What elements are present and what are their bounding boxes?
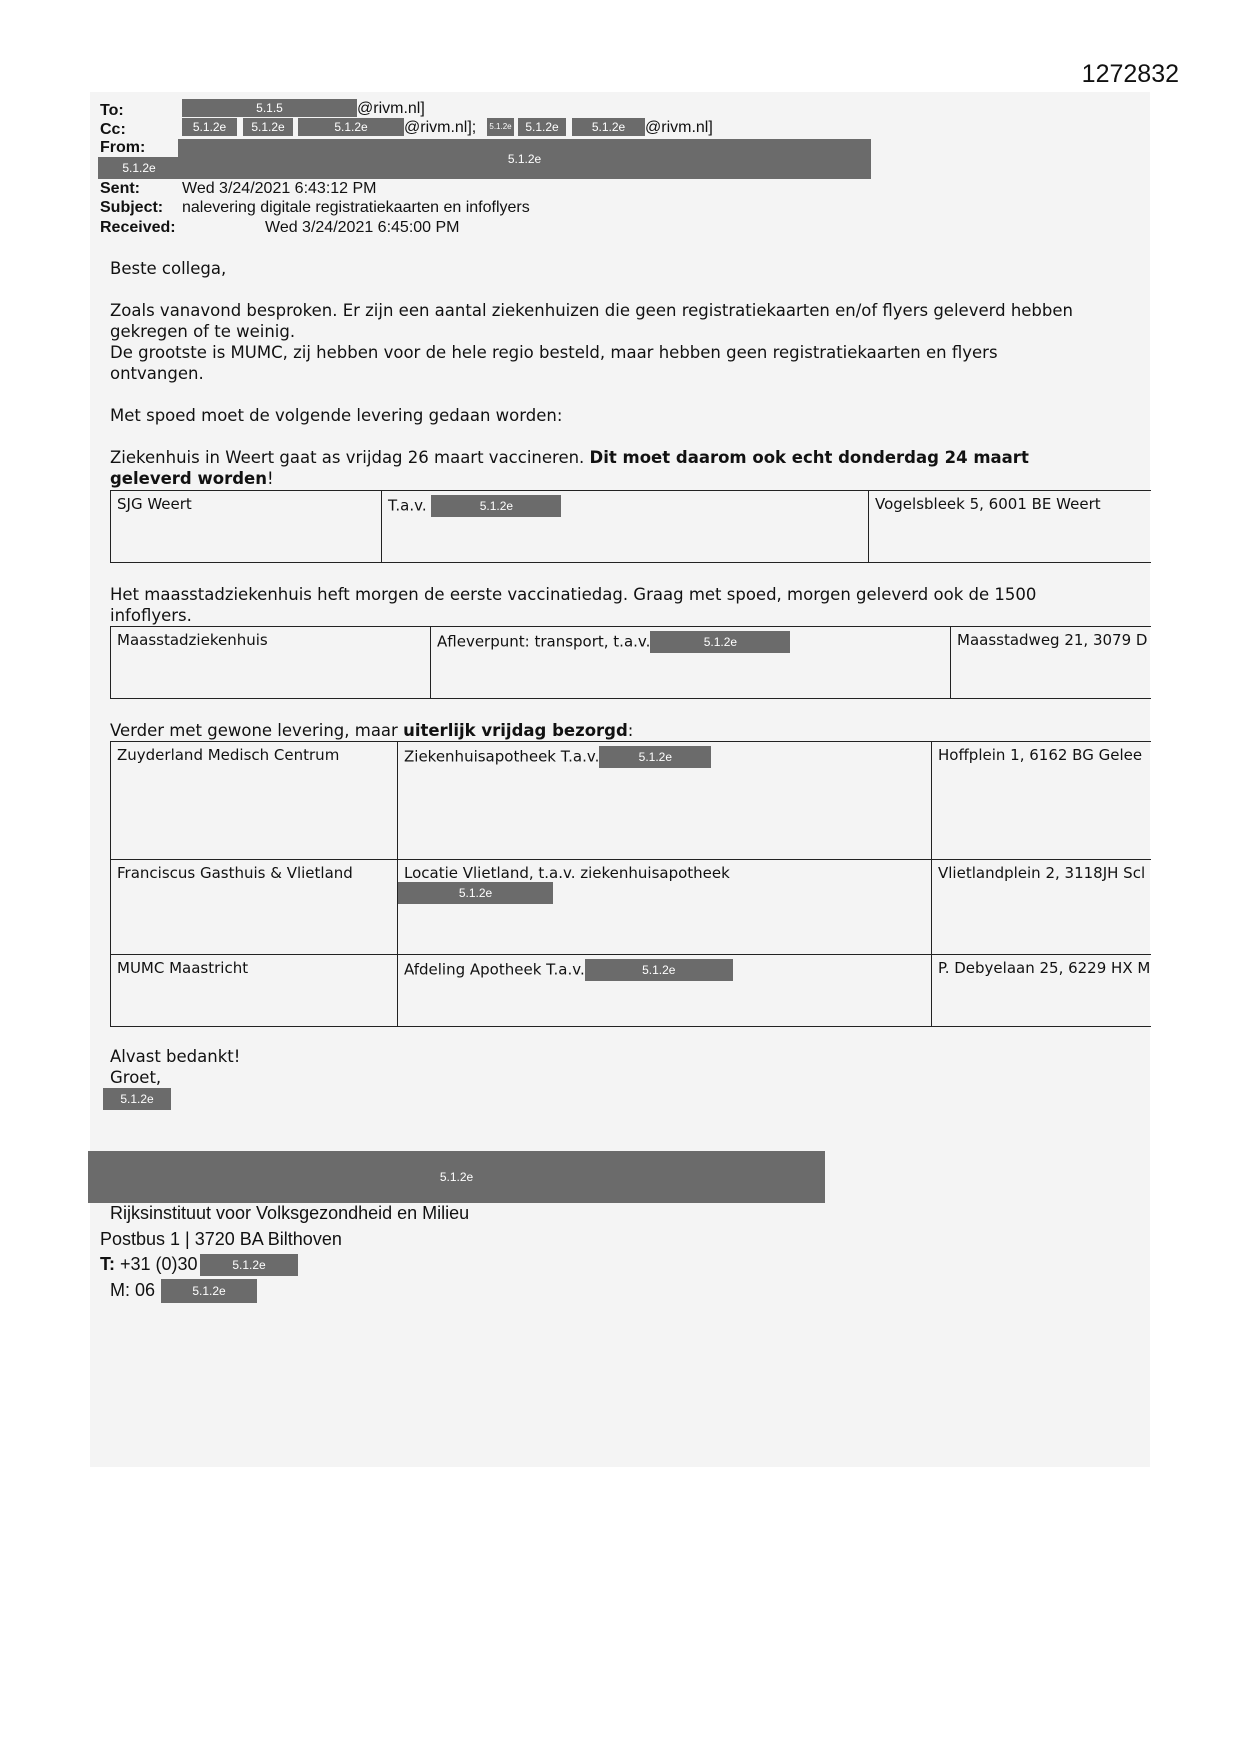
table-cell: Zuyderland Medisch Centrum (111, 742, 398, 860)
signature-mobile: M: 06 (110, 1280, 156, 1300)
paragraph-1: Zoals vanavond besproken. Er zijn een aantal ziekenhuizen die geen registratiekaarten en/of flyers geleverd hebben gekregen of te weinig. (110, 301, 1073, 341)
redaction-box: 5.1.2e (243, 118, 293, 136)
paragraph-2: De grootste is MUMC, zij hebben voor de hele regio besteld, maar hebben geen registratiekaarten en flyers ontvangen. (110, 343, 998, 383)
table-cell: Vlietlandplein 2, 3118JH Scl (932, 860, 1151, 955)
table-cell: Hoffplein 1, 6162 BG Gelee (932, 742, 1151, 860)
table-cell: Ziekenhuisapotheek T.a.v. 5.1.2e (398, 742, 932, 860)
table-cell: P. Debyelaan 25, 6229 HX M (932, 955, 1151, 1027)
signature-phone: T: +31 (0)30 (100, 1254, 198, 1274)
greeting: Beste collega, (110, 259, 227, 278)
table-cell: Locatie Vlietland, t.a.v. ziekenhuisapotheek 5.1.2e (398, 860, 932, 955)
cc-domain-1: @rivm.nl]; (404, 119, 477, 136)
to-domain: @rivm.nl] (357, 100, 425, 117)
redaction-box: 5.1.2e (518, 118, 566, 136)
table-cell: SJG Weert (111, 491, 382, 563)
redaction-box: 5.1.2e (103, 1088, 171, 1110)
table-row (111, 955, 1151, 1027)
delivery-table-regular (110, 741, 1151, 1027)
delivery-table-maasstad (110, 626, 1151, 699)
table-row (111, 742, 1151, 860)
subject-value: nalevering digitale registratiekaarten en infoflyers (182, 199, 530, 216)
cc-domain-2: @rivm.nl] (645, 119, 713, 136)
received-label: Received: (100, 219, 176, 236)
paragraph-4: Ziekenhuis in Weert gaat as vrijdag 26 maart vaccineren. Dit moet daarom ook echt donderdag 24 maart geleverd worden! (110, 448, 1029, 488)
redaction-box: 5.1.2e (178, 139, 871, 179)
paragraph-3: Met spoed moet de volgende levering gedaan worden: (110, 406, 563, 425)
signature-organization: Rijksinstituut voor Volksgezondheid en Milieu (110, 1203, 470, 1223)
received-value: Wed 3/24/2021 6:45:00 PM (265, 219, 460, 236)
document-number: 1272832 (1081, 60, 1179, 88)
redaction-box: 5.1.2e (585, 959, 733, 981)
redaction-box: 5.1.2e (650, 631, 790, 653)
redaction-box: 5.1.2e (88, 1151, 825, 1203)
cc-label: Cc: (100, 121, 126, 138)
table-cell: Afleverpunt: transport, t.a.v. 5.1.2e (431, 627, 951, 699)
redaction-box: 5.1.2e (298, 118, 404, 136)
closing: Alvast bedankt! (110, 1047, 241, 1066)
table-cell: MUMC Maastricht (111, 955, 398, 1027)
table-row (111, 860, 1151, 955)
redaction-box: 5.1.2e (572, 118, 645, 136)
greeting-sign-off: Groet, (110, 1068, 162, 1087)
redaction-box: 5.1.2e (599, 746, 711, 768)
signature-address: Postbus 1 | 3720 BA Bilthoven (100, 1229, 342, 1249)
to-label: To: (100, 102, 124, 119)
sent-value: Wed 3/24/2021 6:43:12 PM (182, 180, 377, 197)
subject-label: Subject: (100, 199, 164, 216)
redaction-box: 5.1.2e (161, 1279, 257, 1303)
delivery-table-weert (110, 490, 1151, 563)
redaction-box: 5.1.2e (398, 882, 553, 904)
redaction-box: 5.1.2e (431, 495, 561, 517)
table-cell: Maasstadweg 21, 3079 D (951, 627, 1151, 699)
table-cell: Vogelsbleek 5, 6001 BE Weert (869, 491, 1151, 563)
redaction-box: 5.1.2e (487, 118, 514, 136)
paragraph-6: Verder met gewone levering, maar uiterlijk vrijdag bezorgd: (110, 721, 634, 740)
from-label: From: (100, 139, 146, 156)
table-cell: Franciscus Gasthuis & Vlietland (111, 860, 398, 955)
paragraph-5: Het maasstadziekenhuis heft morgen de eerste vaccinatiedag. Graag met spoed, morgen geleverd ook de 1500 infoflyers. (110, 585, 1037, 625)
redaction-box: 5.1.5 (182, 99, 357, 117)
table-cell: Afdeling Apotheek T.a.v. 5.1.2e (398, 955, 932, 1027)
sent-label: Sent: (100, 180, 140, 197)
redaction-box: 5.1.2e (200, 1254, 298, 1276)
redaction-box: 5.1.2e (98, 157, 180, 179)
table-cell: Maasstadziekenhuis (111, 627, 431, 699)
redaction-box: 5.1.2e (182, 118, 237, 136)
table-cell: T.a.v. 5.1.2e (382, 491, 869, 563)
